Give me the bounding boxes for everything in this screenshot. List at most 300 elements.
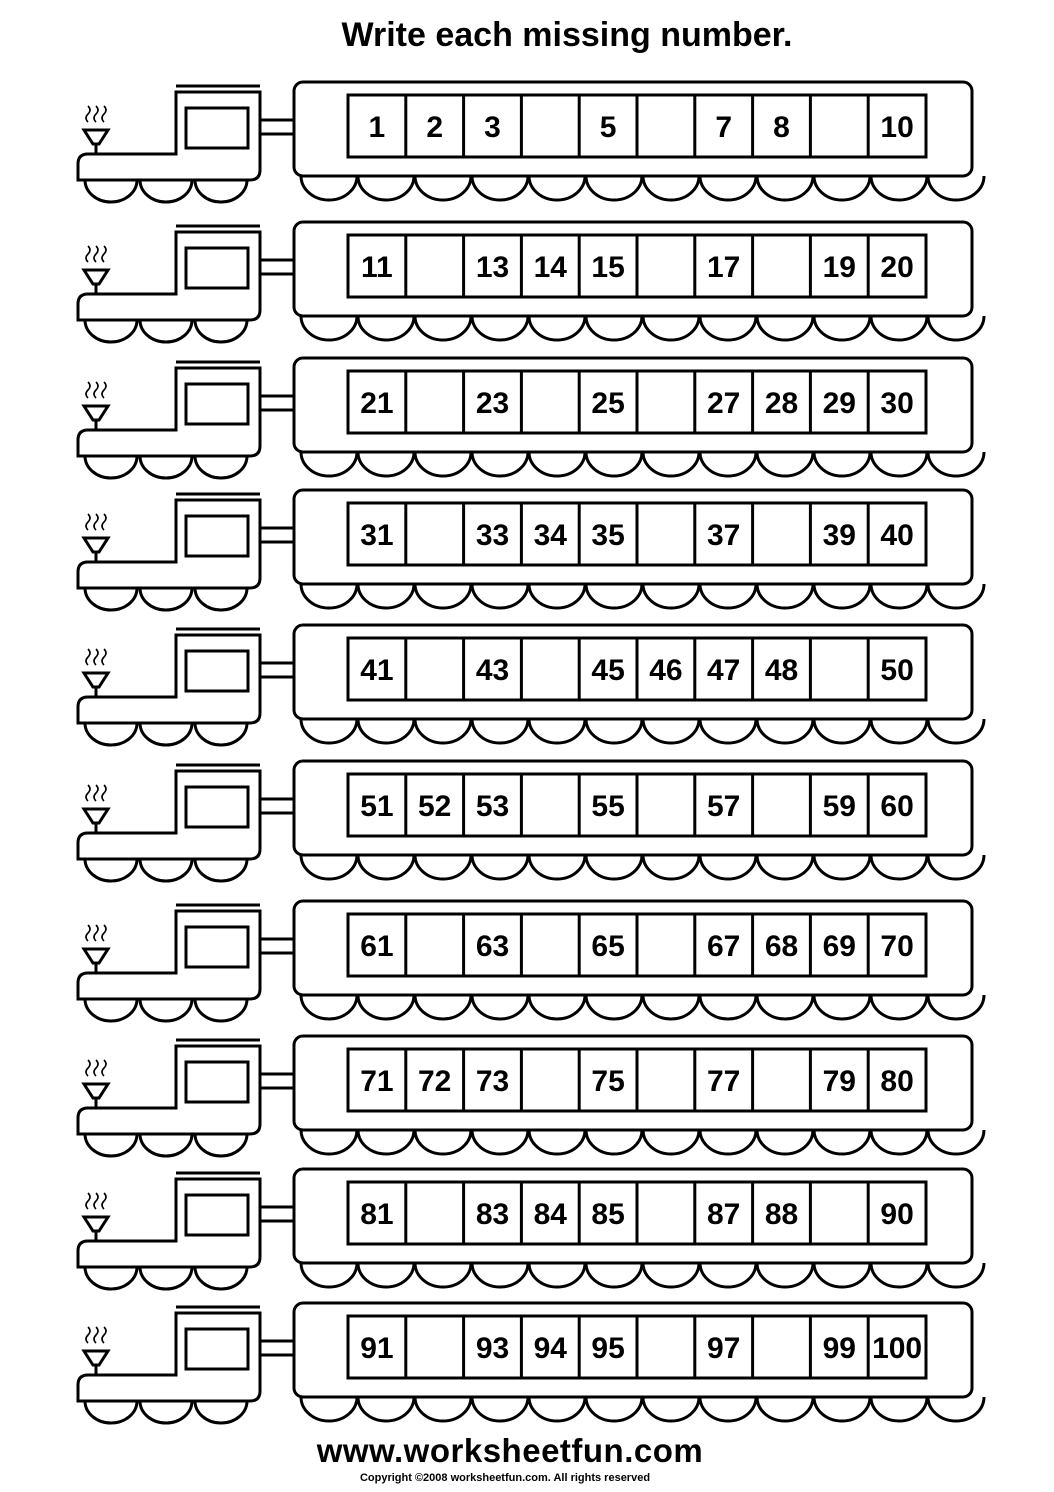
wheel: [757, 995, 813, 1019]
wheel: [195, 320, 247, 342]
wheel: [140, 320, 192, 342]
number-cell: 41: [360, 654, 394, 687]
wheel: [928, 584, 984, 608]
number-cell: 31: [360, 519, 394, 552]
number-cell: 29: [822, 387, 856, 420]
wheel: [195, 456, 247, 478]
carriage: [294, 1303, 984, 1421]
number-cell: 50: [880, 654, 914, 687]
number-cell: 94: [533, 1332, 567, 1365]
wheel: [301, 176, 357, 200]
wheel: [472, 1130, 528, 1154]
number-cell: 15: [591, 251, 625, 284]
train-row-2: [78, 222, 984, 342]
number-cell: 90: [880, 1198, 914, 1231]
engine: [78, 494, 294, 610]
wheel: [140, 456, 192, 478]
number-cell: 48: [764, 654, 799, 687]
number-strip: [348, 1316, 926, 1378]
wheel: [700, 584, 756, 608]
wheel: [700, 719, 756, 743]
smoke-icon: [86, 1060, 90, 1076]
wheel: [586, 855, 642, 879]
wheel: [700, 316, 756, 340]
chimney-icon: [84, 130, 108, 144]
wheel: [757, 316, 813, 340]
wheel: [195, 588, 247, 610]
page-title: Write each missing number.: [341, 16, 793, 54]
wheel: [871, 1397, 927, 1421]
wheel: [643, 1397, 699, 1421]
number-cell: 57: [707, 790, 741, 823]
wheel: [529, 452, 585, 476]
number-cell: 61: [360, 930, 394, 963]
number-cell: 23: [475, 387, 510, 420]
smoke-icon: [102, 785, 106, 801]
number-cell: 93: [475, 1332, 510, 1365]
wheel: [415, 1397, 471, 1421]
wheel: [195, 723, 247, 745]
chimney-icon: [84, 949, 108, 963]
number-cell: 85: [591, 1198, 625, 1231]
wheel: [757, 855, 813, 879]
wheel: [928, 1397, 984, 1421]
wheel: [358, 584, 414, 608]
smoke-icon: [86, 382, 90, 398]
smoke-icon: [102, 649, 106, 665]
wheel: [814, 855, 870, 879]
smoke-icon: [86, 785, 90, 801]
engine: [78, 905, 294, 1021]
engine: [78, 765, 294, 881]
number-cell: 65: [591, 930, 625, 963]
wheel: [301, 855, 357, 879]
chimney-icon: [84, 1217, 108, 1231]
wheel: [700, 452, 756, 476]
smoke-icon: [102, 925, 106, 941]
wheel: [814, 995, 870, 1019]
wheel: [871, 1130, 927, 1154]
wheel: [415, 316, 471, 340]
number-cell: 81: [360, 1198, 394, 1231]
wheel: [928, 1130, 984, 1154]
wheel: [643, 176, 699, 200]
number-cell: 14: [533, 251, 567, 284]
smoke-icon: [86, 1327, 90, 1343]
chimney-icon: [84, 1351, 108, 1365]
number-cell: 13: [475, 251, 510, 284]
wheel: [358, 1130, 414, 1154]
number-cell: 75: [591, 1065, 625, 1098]
wheel: [472, 995, 528, 1019]
number-cell: 19: [822, 251, 856, 284]
number-strip: [348, 914, 926, 976]
wheel: [472, 855, 528, 879]
number-cell: 33: [475, 519, 510, 552]
chimney-icon: [84, 1084, 108, 1098]
number-cell: 5: [599, 111, 617, 144]
wheel: [814, 452, 870, 476]
wheel: [529, 995, 585, 1019]
wheel: [301, 719, 357, 743]
engine-window: [186, 248, 248, 288]
wheel: [643, 584, 699, 608]
wheel: [301, 452, 357, 476]
number-cell: 28: [764, 387, 799, 420]
smoke-icon: [102, 382, 106, 398]
wheel: [301, 995, 357, 1019]
number-cell: 51: [360, 790, 394, 823]
wheel: [643, 452, 699, 476]
wheel: [195, 1267, 247, 1289]
engine: [78, 1040, 294, 1156]
wheel: [586, 316, 642, 340]
smoke-icon: [86, 1193, 90, 1209]
number-strip: [348, 1049, 926, 1111]
wheel: [472, 1397, 528, 1421]
wheel: [871, 584, 927, 608]
wheel: [757, 1397, 813, 1421]
number-cell: 40: [880, 519, 914, 552]
train-row-10: [78, 1303, 984, 1423]
engine-window: [186, 516, 248, 556]
wheel: [871, 995, 927, 1019]
wheel: [586, 584, 642, 608]
number-cell: 79: [822, 1065, 856, 1098]
number-cell: 2: [426, 111, 444, 144]
wheel: [586, 176, 642, 200]
wheel: [472, 719, 528, 743]
chimney-icon: [84, 406, 108, 420]
wheel: [140, 1401, 192, 1423]
wheel: [301, 316, 357, 340]
wheel: [301, 584, 357, 608]
number-cell: 72: [418, 1065, 452, 1098]
wheel: [195, 859, 247, 881]
wheel: [195, 1134, 247, 1156]
number-cell: 70: [880, 930, 914, 963]
wheel: [814, 316, 870, 340]
engine-window: [186, 1329, 248, 1369]
wheel: [529, 1130, 585, 1154]
wheel: [529, 584, 585, 608]
wheel: [814, 176, 870, 200]
wheel: [586, 995, 642, 1019]
number-strip: [348, 371, 926, 433]
chimney-icon: [84, 673, 108, 687]
wheel: [358, 719, 414, 743]
smoke-icon: [102, 1193, 106, 1209]
number-cell: 59: [822, 790, 856, 823]
wheel: [472, 316, 528, 340]
carriage: [294, 82, 984, 200]
wheel: [757, 1130, 813, 1154]
wheel: [928, 1263, 984, 1287]
wheel: [472, 1263, 528, 1287]
wheel: [358, 452, 414, 476]
smoke-icon: [94, 649, 98, 665]
wheel: [928, 176, 984, 200]
number-cell: 71: [360, 1065, 394, 1098]
number-cell: 52: [418, 790, 452, 823]
wheel: [415, 995, 471, 1019]
wheel: [529, 1263, 585, 1287]
chimney-icon: [84, 270, 108, 284]
number-cell: 46: [649, 654, 683, 687]
smoke-icon: [86, 106, 90, 122]
number-cell: 55: [591, 790, 625, 823]
number-cell: 3: [484, 111, 501, 144]
wheel: [757, 452, 813, 476]
number-cell: 47: [707, 654, 741, 687]
wheel: [586, 1263, 642, 1287]
smoke-icon: [86, 246, 90, 262]
wheel: [814, 1397, 870, 1421]
train-row-5: [78, 625, 984, 745]
wheel: [85, 456, 137, 478]
wheel: [195, 180, 247, 202]
wheel: [85, 1134, 137, 1156]
number-cell: 69: [822, 930, 856, 963]
number-cell: 43: [475, 654, 510, 687]
wheel: [757, 719, 813, 743]
wheel: [358, 995, 414, 1019]
number-cell: 88: [764, 1198, 799, 1231]
smoke-icon: [86, 649, 90, 665]
wheel: [195, 999, 247, 1021]
smoke-icon: [94, 1327, 98, 1343]
train-row-9: [78, 1169, 984, 1289]
smoke-icon: [94, 1060, 98, 1076]
wheel: [85, 1401, 137, 1423]
wheel: [301, 1130, 357, 1154]
wheel: [140, 588, 192, 610]
wheel: [358, 1263, 414, 1287]
smoke-icon: [94, 246, 98, 262]
train-row-1: [78, 82, 984, 202]
number-cell: 39: [822, 519, 856, 552]
wheel: [301, 1397, 357, 1421]
wheel: [757, 584, 813, 608]
number-cell: 100: [872, 1332, 923, 1365]
engine-window: [186, 1195, 248, 1235]
number-cell: 97: [707, 1332, 741, 1365]
wheel: [928, 719, 984, 743]
number-cell: 27: [707, 387, 741, 420]
wheel: [643, 316, 699, 340]
number-cell: 8: [773, 111, 790, 144]
wheel: [643, 855, 699, 879]
number-cell: 1: [368, 111, 386, 144]
engine: [78, 86, 294, 202]
train-row-7: [78, 901, 984, 1021]
engine: [78, 1173, 294, 1289]
carriage: [294, 1036, 984, 1154]
engine-window: [186, 384, 248, 424]
wheel: [871, 1263, 927, 1287]
wheel: [928, 855, 984, 879]
number-cell: 60: [880, 790, 914, 823]
smoke-icon: [94, 106, 98, 122]
carriage: [294, 358, 984, 476]
wheel: [643, 1263, 699, 1287]
wheel: [140, 723, 192, 745]
wheel: [928, 316, 984, 340]
wheel: [415, 719, 471, 743]
copyright-text: Copyright ©2008 worksheetfun.com. All rights reserved: [359, 1472, 651, 1484]
wheel: [358, 176, 414, 200]
smoke-icon: [102, 1060, 106, 1076]
wheel: [871, 855, 927, 879]
wheel: [415, 452, 471, 476]
number-cell: 87: [707, 1198, 741, 1231]
number-cell: 84: [533, 1198, 567, 1231]
wheel: [415, 1263, 471, 1287]
wheel: [85, 723, 137, 745]
smoke-icon: [94, 785, 98, 801]
number-strip: [348, 638, 926, 700]
number-cell: 34: [533, 519, 567, 552]
wheel: [415, 1130, 471, 1154]
wheel: [415, 176, 471, 200]
carriage: [294, 625, 984, 743]
wheel: [814, 1130, 870, 1154]
smoke-icon: [86, 925, 90, 941]
wheel: [643, 995, 699, 1019]
number-cell: 68: [764, 930, 799, 963]
number-cell: 21: [360, 387, 394, 420]
train-row-4: [78, 490, 984, 610]
wheel: [757, 176, 813, 200]
smoke-icon: [102, 514, 106, 530]
number-cell: 83: [475, 1198, 510, 1231]
wheel: [415, 584, 471, 608]
smoke-icon: [102, 246, 106, 262]
chimney-icon: [84, 809, 108, 823]
number-cell: 73: [475, 1065, 510, 1098]
carriage: [294, 490, 984, 608]
number-strip: [348, 503, 926, 565]
wheel: [928, 995, 984, 1019]
wheel: [757, 1263, 813, 1287]
number-cell: 63: [475, 930, 510, 963]
wheel: [415, 855, 471, 879]
wheel: [700, 1130, 756, 1154]
engine: [78, 362, 294, 478]
number-cell: 20: [880, 251, 914, 284]
smoke-icon: [94, 1193, 98, 1209]
wheel: [814, 1263, 870, 1287]
number-cell: 80: [880, 1065, 914, 1098]
carriage: [294, 1169, 984, 1287]
wheel: [586, 452, 642, 476]
carriage: [294, 901, 984, 1019]
wheel: [814, 719, 870, 743]
engine-window: [186, 108, 248, 148]
number-cell: 95: [591, 1332, 625, 1365]
wheel: [85, 999, 137, 1021]
number-cell: 99: [822, 1332, 856, 1365]
engine: [78, 629, 294, 745]
wheel: [871, 452, 927, 476]
wheel: [586, 719, 642, 743]
wheel: [700, 1397, 756, 1421]
wheel: [195, 1401, 247, 1423]
wheel: [700, 995, 756, 1019]
wheel: [529, 1397, 585, 1421]
number-cell: 77: [707, 1065, 741, 1098]
engine-window: [186, 787, 248, 827]
number-cell: 35: [591, 519, 625, 552]
train-row-6: [78, 761, 984, 881]
number-cell: 25: [591, 387, 625, 420]
wheel: [529, 176, 585, 200]
number-cell: 67: [707, 930, 741, 963]
number-cell: 10: [880, 111, 914, 144]
chimney-icon: [84, 538, 108, 552]
wheel: [643, 719, 699, 743]
carriage: [294, 222, 984, 340]
wheel: [529, 316, 585, 340]
wheel: [814, 584, 870, 608]
engine-window: [186, 1062, 248, 1102]
train-row-3: [78, 358, 984, 478]
wheel: [586, 1397, 642, 1421]
wheel: [529, 855, 585, 879]
number-strip: [348, 235, 926, 297]
wheel: [358, 855, 414, 879]
number-cell: 91: [360, 1332, 394, 1365]
wheel: [85, 588, 137, 610]
wheel: [472, 452, 528, 476]
number-cell: 11: [361, 251, 393, 284]
wheel: [871, 316, 927, 340]
wheel: [358, 1397, 414, 1421]
wheel: [85, 180, 137, 202]
engine-window: [186, 651, 248, 691]
wheel: [140, 859, 192, 881]
wheel: [358, 316, 414, 340]
wheel: [529, 719, 585, 743]
wheel: [472, 584, 528, 608]
site-url: www.worksheetfun.com: [316, 1432, 704, 1469]
smoke-icon: [94, 382, 98, 398]
wheel: [871, 176, 927, 200]
wheel: [140, 1134, 192, 1156]
wheel: [586, 1130, 642, 1154]
wheel: [301, 1263, 357, 1287]
wheel: [472, 176, 528, 200]
wheel: [928, 452, 984, 476]
wheel: [140, 1267, 192, 1289]
number-cell: 7: [715, 111, 733, 144]
smoke-icon: [102, 1327, 106, 1343]
number-strip: [348, 95, 926, 157]
number-cell: 37: [707, 519, 741, 552]
number-strip: [348, 774, 926, 836]
wheel: [643, 1130, 699, 1154]
smoke-icon: [94, 925, 98, 941]
number-cell: 30: [880, 387, 914, 420]
wheel: [85, 1267, 137, 1289]
number-strip: [348, 1182, 926, 1244]
wheel: [700, 176, 756, 200]
smoke-icon: [94, 514, 98, 530]
train-row-8: [78, 1036, 984, 1156]
wheel: [700, 1263, 756, 1287]
wheel: [140, 180, 192, 202]
number-cell: 17: [707, 251, 741, 284]
